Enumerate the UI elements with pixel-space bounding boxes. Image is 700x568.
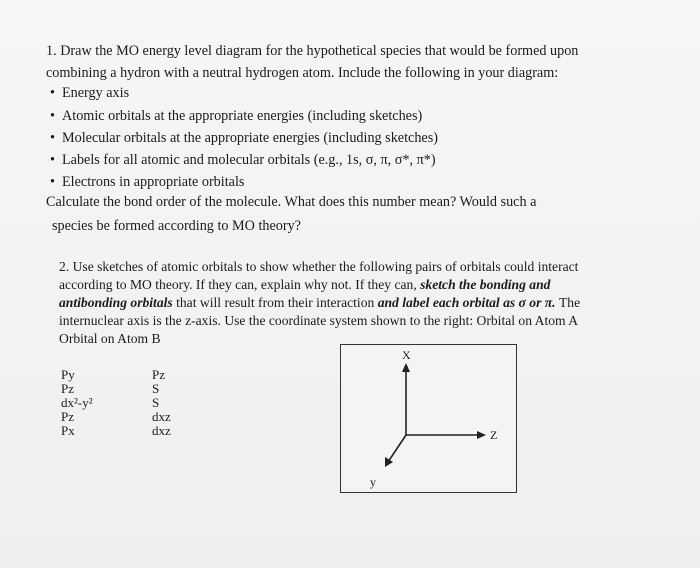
z-axis-label: Z (490, 428, 498, 442)
atom-b-orbital: Pz (152, 367, 165, 382)
y-axis-line (388, 435, 406, 462)
bullet-dot: • (50, 130, 55, 146)
q2-line-4: internuclear axis is the z-axis. Use the coordinate system shown to the right: Orbital on Atom A (59, 313, 579, 328)
bullet-labels: Labels for all atomic and molecular orbitals (e.g., 1s, σ, π, σ*, π*) (62, 152, 436, 168)
atom-b-orbital: dxz (152, 409, 171, 424)
q1-calc-line: Calculate the bond order of the molecule. What does this number mean? Would such a (46, 194, 537, 210)
atom-b-orbital: dxz (152, 423, 171, 438)
atom-a-orbital: Px (61, 423, 75, 438)
q2-line-2 (59, 276, 550, 294)
x-axis-label: X (402, 348, 411, 362)
q2-line-3-end: The (559, 295, 581, 310)
axes-svg (341, 345, 518, 494)
atom-a-orbital-column (61, 368, 93, 438)
q1-line-2: combining a hydron with a neutral hydrogen atom. Include the following in your diagram: (46, 65, 559, 81)
coordinate-system-diagram (340, 344, 517, 493)
bullet-dot: • (50, 85, 55, 101)
atom-b-orbital: S (152, 395, 160, 410)
q2-line-1: 2. Use sketches of atomic orbitals to show whether the following pairs of orbitals could interact (59, 259, 579, 274)
bullet-molecular-orbitals: Molecular orbitals at the appropriate energies (including sketches) (62, 130, 438, 146)
x-axis-arrowhead (402, 363, 410, 372)
bullet-electrons: Electrons in appropriate orbitals (62, 174, 245, 190)
q2-line-2-bold: sketch the bonding and (420, 277, 551, 292)
q2-line-3-bold-a: antibonding orbitals (59, 295, 173, 310)
q2-line-3-mid: that will result from their interaction (176, 295, 375, 310)
atom-a-orbital: Pz (61, 409, 74, 424)
z-axis-arrowhead (477, 431, 486, 439)
atom-a-orbital: Py (61, 367, 75, 382)
bullet-energy-axis: Energy axis (62, 85, 130, 101)
atom-b-orbital-column (152, 368, 171, 438)
y-axis-label: y (370, 475, 376, 489)
q2-line-3 (59, 294, 580, 312)
atom-a-orbital: dx²-y² (61, 395, 93, 410)
y-axis-arrowhead (385, 457, 393, 467)
q2-line-2-text: according to MO theory. If they can, explain why not. If they can, (59, 277, 417, 292)
atom-a-orbital: Pz (61, 381, 74, 396)
bullet-dot: • (50, 174, 55, 190)
bullet-atomic-orbitals: Atomic orbitals at the appropriate energies (including sketches) (62, 108, 423, 124)
q2-line-5: Orbital on Atom B (59, 331, 161, 346)
q1-line-1: 1. Draw the MO energy level diagram for the hypothetical species that would be formed upon (46, 43, 579, 59)
q1-species-line: species be formed according to MO theory? (52, 218, 301, 234)
atom-b-orbital: S (152, 381, 160, 396)
q2-line-3-bold-b: and label each orbital as σ or π. (377, 295, 556, 310)
bullet-dot: • (50, 108, 55, 124)
bullet-dot: • (50, 152, 55, 168)
